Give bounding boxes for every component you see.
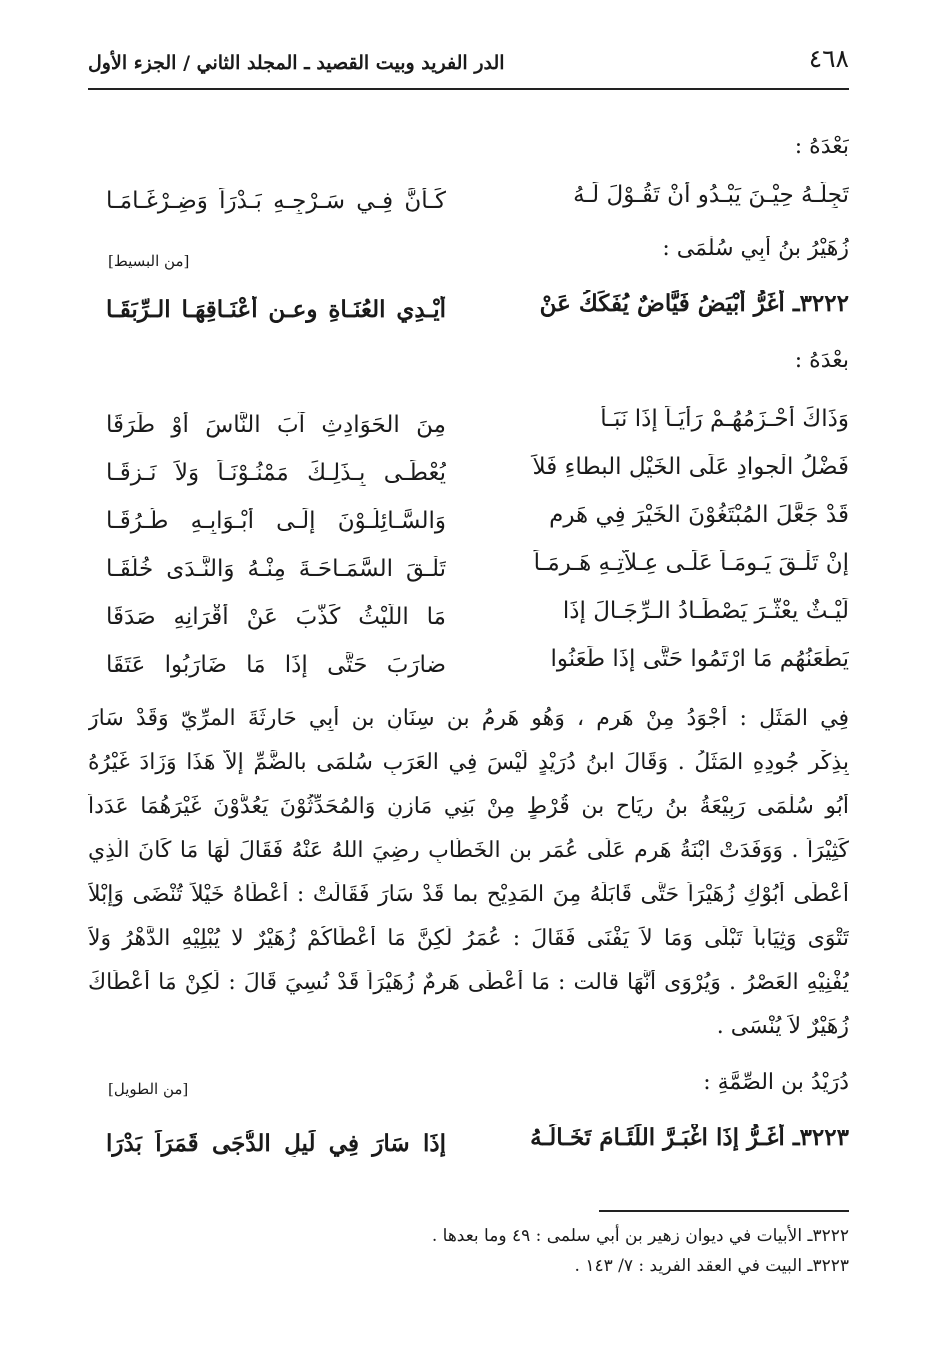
after-label-2: بعْدَهُ : [794,348,849,373]
verse-6-first: يَطْعَنُهُم مَا ارْتَمُوا حَتَّى إِذَا طَعَنُوا [550,646,849,672]
after-label-1: بَعْدَهُ : [794,134,849,159]
prose-line-2: بِذِكْرِ جُودِهِ المَثَلُ . وَقَالَ ابنُ دُرَيْدٍ لَيْسَ فِي العَرَبِ سُلمَى بالضَّمِّ إِلاَّ هَذَا وَزَادَ غَيْرُهُ [88,750,849,775]
verse-3223-second-hemistich: إِذَا سَارَ فِي لَيلِ الدُّجَى قَمَرَاً بَدْرَا [106,1130,446,1157]
footnote-3223: ٣٢٢٣ـ البيت في العقد الفريد : ٧/ ١٤٣ . [574,1256,849,1276]
verse-3222-first-hemistich: ٣٢٢٢ـ أَغَرُّ أَبْيَضُ فَيَّاضٌ يُفَكِّكُ عَنْ [539,290,849,317]
prose-line-3: أَبُو سُلْمَى رَبِيْعَةُ بنُ رِيَاحِ بن قُرْطٍ مِنْ بَنِي مَازِنٍ وَالمُحَدِّثُوْنَ يَعُدُّوْنَ غَيْرَهُمَا عَدَداً [88,794,849,819]
prose-line-7: يُفْنِيْهِ العَصْرُ . وَيُرْوَى أَنَّهَا قالت : مَا أَعْطَى هَرِمٌ زُهَيْرَاً قَدْ نُسِيَ قَالَ : لَكِنْ مَا أَعْطَاكَ [88,970,849,995]
prose-line-1: فِي المَثَلِ : أَجْوَدُ مِنْ هَرِمٍ ، وَهُو هَرِمُ بن سِنَانِ بن أَبِي حَارِثَةَ المرِّيّ وَقَدْ سَارَ [88,706,849,731]
prose-line-8: زُهَيْرٌ لاَ يُنْسَى . [716,1014,849,1039]
verse-1-first: وَذَاكَ أَحْـزَمُهُـمْ رَأْيَـاً إِذَا نَبَـأٌ [600,406,849,432]
page-number: ٤٦٨ [808,44,849,73]
meter-tawil: [من الطويل] [108,1080,189,1098]
verse-3-first: قَدْ جَعَّلَ المُبْتَغُوْنَ الخَيْرَ فِي هَرِمٍ [549,502,849,528]
verse-4-second: تَلْـقَ السَّمَـاحَـةَ مِنْـهُ وَالنَّـدَى خُلُقَـا [106,556,446,582]
footnote-separator [599,1210,849,1212]
verse-3223-first-hemistich: ٣٢٢٣ـ أَغَـرُّ إِذَا اغْبَـرَّ اللِّئَـامَ تَخَـالُـهُ [530,1124,849,1151]
verse-5-first: لَيْـثٌ يعْثَّـرَ يَصْطَـادُ الـرِّجَـالَ إِذَا [562,598,849,624]
poet-zuhayr: زُهَيْرُ بنُ أَبِي سُلْمَى : [662,236,849,261]
running-title: الدر الفريد وبيت القصيد ـ المجلد الثاني / الجزء الأول [88,52,505,74]
verse-1-second: مِنَ الحَوَادِثِ آبَ النَّاسَ أَوْ طَرَقَا [106,412,446,438]
page-header [88,40,849,90]
verse-0-first-hemistich: تَجِلّـهُ حِيْـنَ يَبْـدُو أَنْ تَقُـوْلَ لَـهُ [573,182,849,208]
verse-3222-second-hemistich: أَيْـدِي العُنَـاةِ وعـن أَعْنَـاقِهَـا الـرِّبَقَـا [106,296,446,323]
verse-2-second: يُعْطَـى بِـذَلِـكَ مَمْنُـوْنَـاً وَلاَ نَـزِقَـا [106,460,446,486]
verse-2-first: فَضْلُ الْجوادِ عَلَى الخَيْلِ البطاءِ فَلاَ [532,454,849,480]
footnote-3222: ٣٢٢٢ـ الأبيات في ديوان زهير بن أبي سلمى : ٤٩ وما بعدها . [431,1226,849,1246]
prose-line-6: تَتْوَى وَثِيَاباً تَبْلَى وَمَا لاَ يَفْنَى فَقَالَ : عُمَرُ لَكِنَّ مَا أَعْطَاكُمْ زُهَيْرٌ لا يُبْلِيْهِ الدَّهْرُ وَلاَ [88,926,849,951]
verse-6-second: ضارَبَ حَتَّى إِذَا مَا ضَارَبُوا عَتَقَا [106,652,446,678]
prose-line-4: كَثِيْرَاً . وَوَفَدَتْ ابْنَةُ هَرِمٍ عَلَى عُمَرِ بنِ الخَطَّابِ رضِيَ اللهُ عَنْهُ فَقَالَ لَهَا مَا كَانَ الَّذِي [88,838,849,863]
verse-4-first: إِنْ تَلْـقَ يَـومَـاً عَلَـى عِـلاَّتِـهِ هَـرِمَـاً [533,550,849,576]
prose-line-5: أَعْطَى أَبُوْكِ زُهَيْرَاً حَتَّى قَابَلَهُ مِنَ المَدِيْحِ بما قَدْ سَارَ فَقَالَتْ : أَعْطَاهُ خَيْلاً تُنْضَى وَإِبْلاً [88,882,849,907]
verse-0-second-hemistich: كَـأَنَّ فِـي سَـرْجِـهِ بَـدْرَاً وَضِـرْغَـامَـا [106,188,446,214]
meter-basit: [من البسيط] [108,252,190,270]
poet-durayd: دُرَيْدُ بن الصِّمَّةِ : [703,1070,849,1095]
verse-5-second: مَا اللَّيْثُ كَذَّبَ عَنْ أَقْرَانِهِ صَدَقَا [106,604,446,630]
verse-3-second: وَالسَّـائِلُـوْنَ إِلَـى أَبْـوَابِـهِ طُـرُقَـا [106,508,446,534]
